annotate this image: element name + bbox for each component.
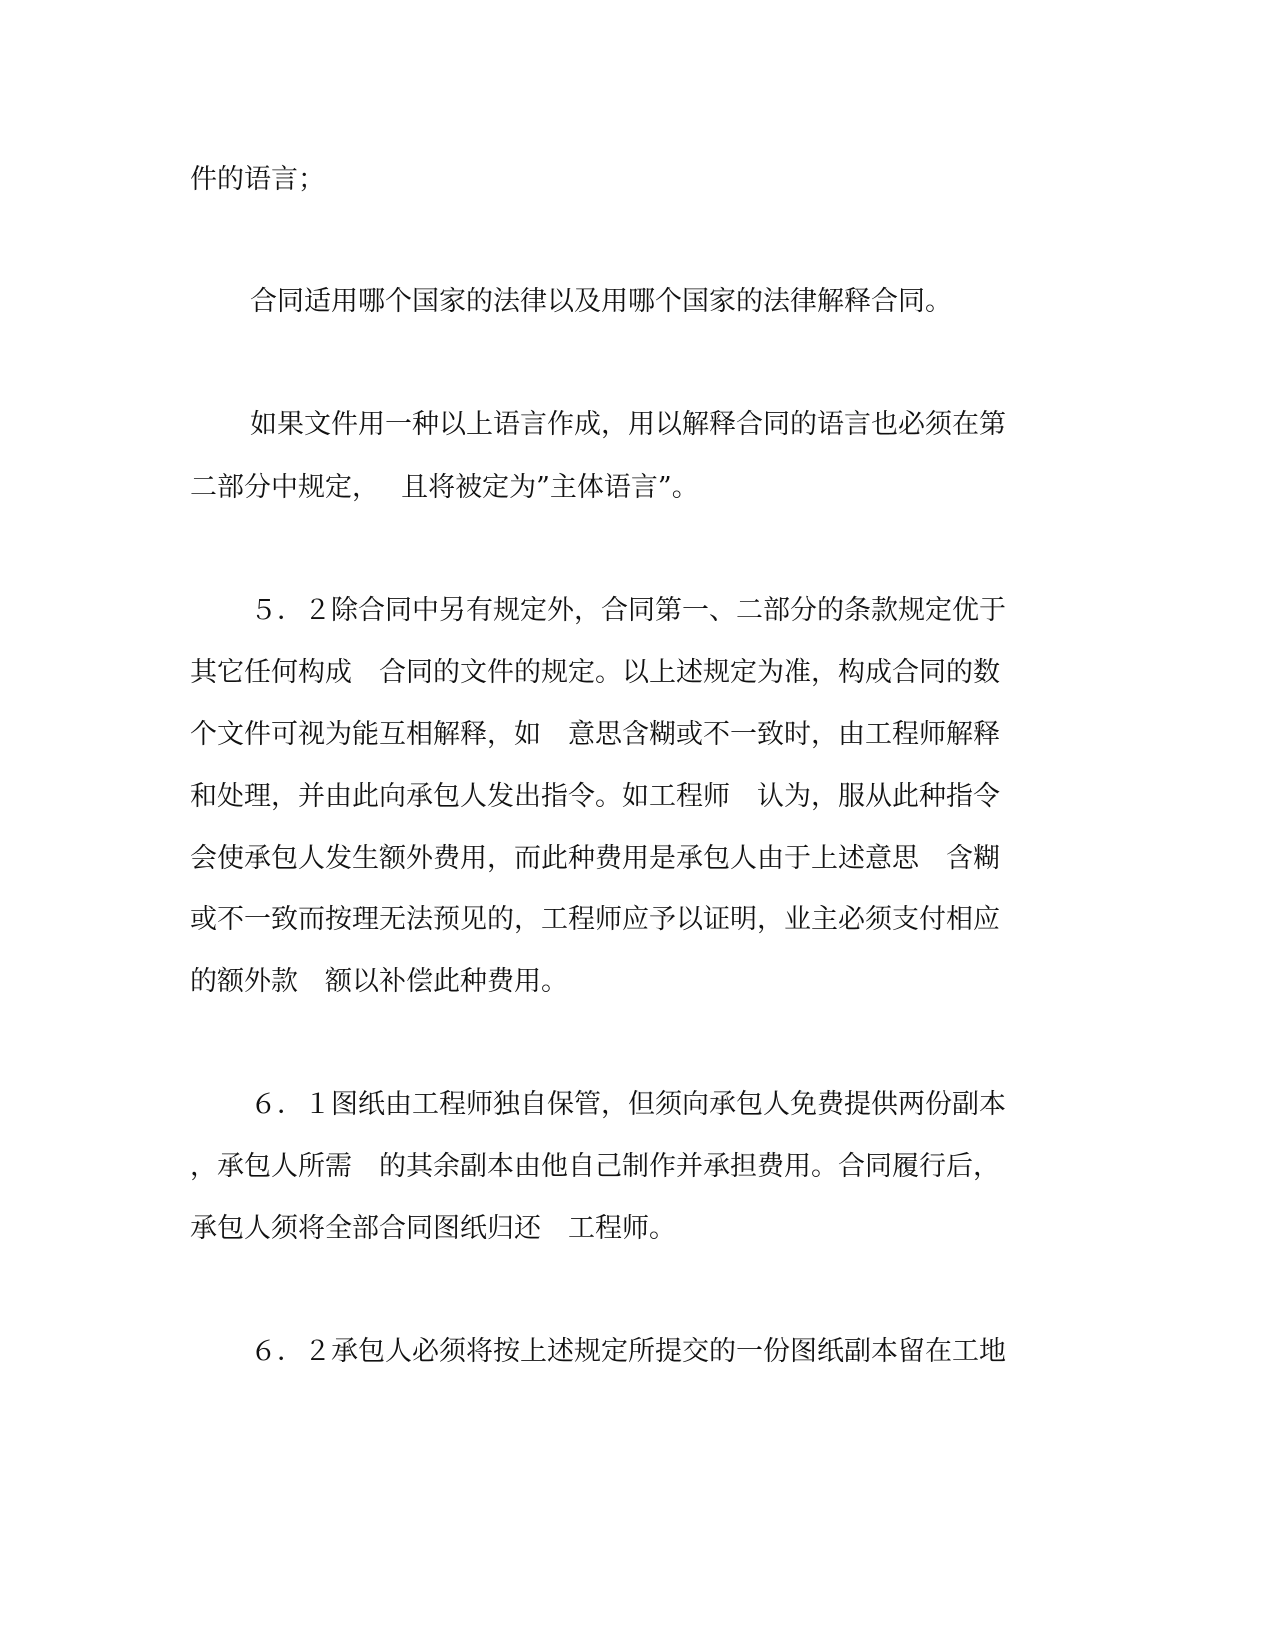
text-line: 承包人须将全部合同图纸归还 工程师。: [190, 1213, 676, 1244]
text-line: 合同适用哪个国家的法律以及用哪个国家的法律解释合同。: [250, 286, 952, 317]
text-line: ６．１图纸由工程师独自保管，但须向承包人免费提供两份副本: [250, 1089, 1006, 1120]
text-line: 会使承包人发生额外费用，而此种费用是承包人由于上述意思 含糊: [190, 843, 1000, 874]
text-line: 件的语言；: [190, 164, 325, 195]
text-line: 的额外款 额以补偿此种费用。: [190, 966, 568, 997]
text-line: ５．２除合同中另有规定外，合同第一、二部分的条款规定优于: [250, 595, 1006, 626]
text-line: 如果文件用一种以上语言作成，用以解释合同的语言也必须在第: [250, 409, 1006, 440]
text-line: 或不一致而按理无法预见的，工程师应予以证明，业主必须支付相应: [190, 904, 1000, 935]
text-line: 个文件可视为能互相解释，如 意思含糊或不一致时，由工程师解释: [190, 719, 1000, 750]
text-line: 其它任何构成 合同的文件的规定。以上述规定为准，构成合同的数: [190, 657, 1000, 688]
text-line: 和处理，并由此向承包人发出指令。如工程师 认为，服从此种指令: [190, 781, 1000, 812]
text-line: ６．２承包人必须将按上述规定所提交的一份图纸副本留在工地: [250, 1336, 1006, 1367]
text-line: 二部分中规定， 且将被定为”主体语言”。: [190, 472, 699, 503]
text-line: ，承包人所需 的其余副本由他自己制作并承担费用。合同履行后，: [190, 1151, 1000, 1182]
